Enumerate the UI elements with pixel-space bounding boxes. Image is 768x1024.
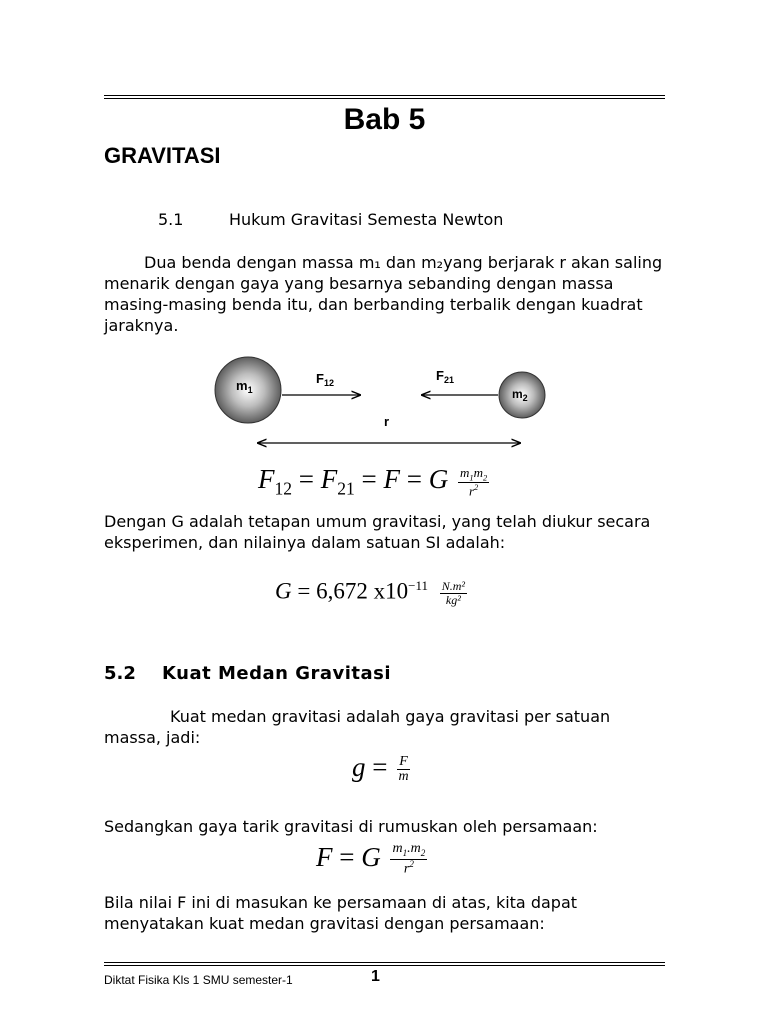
g-unit-denominator: kg² <box>445 592 461 607</box>
section2-title: Kuat Medan Gravitasi <box>162 663 392 684</box>
conclusion-paragraph-text: Bila nilai F ini di masukan ke persamaan di atas, kita dapat menyatakan kuat medan gravitasi dengan persamaan: <box>104 893 578 933</box>
distance-label: r <box>384 414 390 429</box>
top-rule <box>104 95 665 99</box>
gravity-diagram <box>200 355 560 460</box>
chapter-title: GRAVITASI <box>104 143 221 168</box>
g-constant-paragraph-text: Dengan G adalah tetapan umum gravitasi, yang telah diukur secara eksperimen, dan nilainya dalam satuan SI adalah: <box>104 512 651 552</box>
conclusion-paragraph <box>104 892 665 934</box>
mass2-label: $m_2$ <box>512 387 528 403</box>
g-constant-equation: G = 6,672 $x10^{-11}$ $\frac{\text{N.m²}}{\text{kg²}}$ <box>275 578 465 607</box>
force21-label: $F_{21}$ <box>436 368 454 385</box>
force-equation: F = G $\frac{m_1.m_2}{r^2}$ <box>316 841 426 877</box>
footer-rule <box>104 962 665 966</box>
g-unit-numerator: N.m² <box>441 579 465 594</box>
intro-paragraph <box>104 252 665 336</box>
mass1-label: $m_1$ <box>236 378 253 395</box>
section-number: 5.1 <box>158 210 184 229</box>
g-times: x <box>373 578 386 604</box>
chapter-label: Bab 5 <box>343 103 426 136</box>
g-constant-paragraph <box>104 511 665 553</box>
force12-label: $F_{12}$ <box>316 371 334 388</box>
section2-number: 5.2 <box>104 663 136 684</box>
field-paragraph <box>104 706 665 748</box>
field-paragraph-text: Kuat medan gravitasi adalah gaya gravitasi per satuan massa, jadi: <box>104 707 611 747</box>
section-title: Hukum Gravitasi Semesta Newton <box>229 210 504 229</box>
page-number: 1 <box>371 968 380 985</box>
force-paragraph <box>104 816 665 837</box>
field-equation: g = $\frac{F}{m}$ <box>352 752 409 785</box>
g-exponent: −11 <box>408 578 428 593</box>
g-value: 6,672 <box>316 578 368 604</box>
force-paragraph-text: Sedangkan gaya tarik gravitasi di rumuskan oleh persamaan: <box>104 817 598 836</box>
footer-text: Diktat Fisika Kls 1 SMU semester-1 <box>104 973 293 987</box>
intro-paragraph-text: Dua benda dengan massa m₁ dan m₂yang berjarak r akan saling menarik dengan gaya yang besarnya sebanding dengan massa masing-masing benda itu, dan berbanding terbalik dengan kuadrat jaraknya. <box>104 253 663 335</box>
newton-gravity-equation: $F_{12} = F_{21} = F = G$ $\frac{m_1m_2}{r^2}$ <box>258 464 488 499</box>
g-base: 10 <box>385 578 409 604</box>
